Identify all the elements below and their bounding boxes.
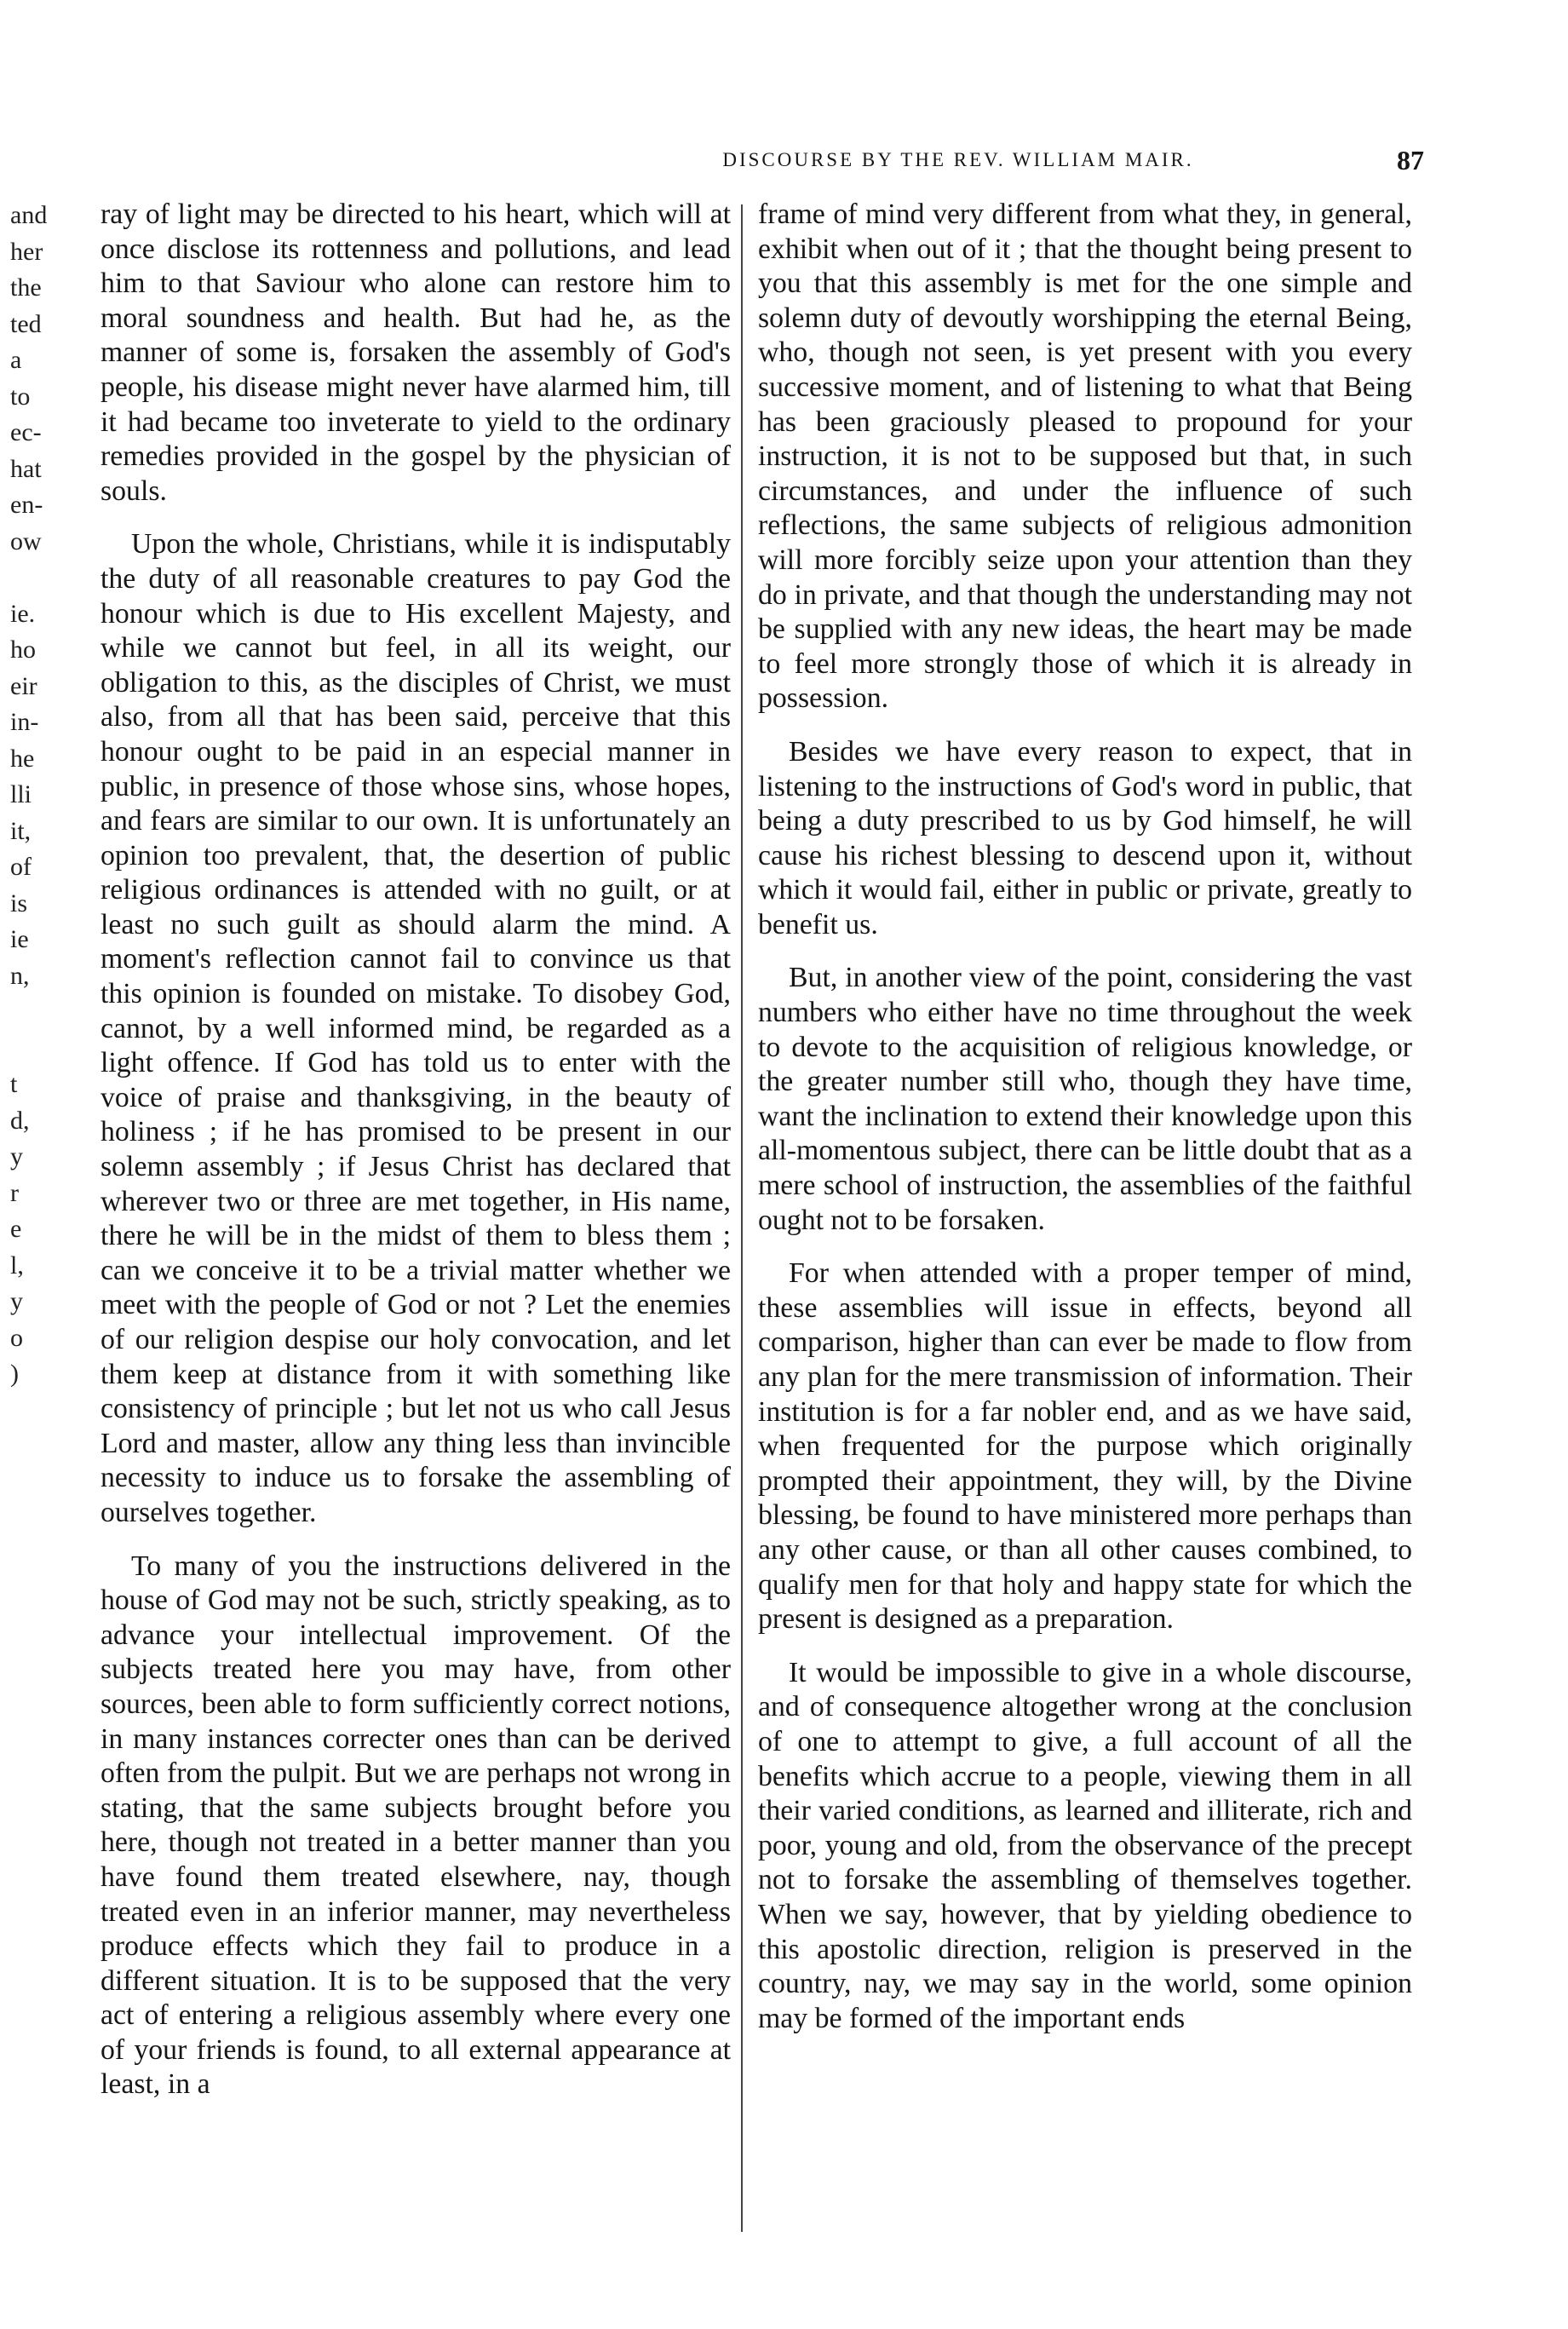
margin-fragment: e [10,1215,22,1243]
running-head: DISCOURSE BY THE REV. WILLIAM MAIR. [722,149,1194,170]
margin-fragment: and [10,201,48,229]
margin-fragment: hat [10,454,42,483]
margin-fragment: eir [10,671,37,700]
margin-fragment: ho [10,635,36,664]
margin-fragment: in- [10,708,39,736]
margin-fragment: to [10,382,31,411]
margin-fragment: her [10,237,43,266]
margin-fragment: it, [10,816,32,845]
margin-fragment: o [10,1323,23,1352]
right-paragraph-4: For when attended with a proper temper of mind, these assemblies will issue in effects, beyond all comparison, higher than can ever be made to flow from any plan for the mere transmission of information. Their institution is for a far nobler end, and as we have said, when frequented for the purpose which originally prompted their appointment, they will, by the Divine blessing, be found to have ministered more perhaps than any other cause, or than all other causes combined, to qualify men for that holy and happy state for which the present is designed as a preparation. [758,1257,1412,1636]
margin-fragment: ec- [10,418,42,446]
margin-fragment: d, [10,1106,30,1135]
left-paragraph-3: To many of you the instructions delivered in the house of God may not be such, strictly speaking, as to advance your intellectual improvement. Of the subjects treated here you may have, from other sources, been able to form sufficiently correct notions, in many instances correcter ones than can be derived often from the pulpit. But we are perhaps not wrong in stating, that the same subjects brought before you here, though not treated in a better manner than you have found them treated elsewhere, nay, though treated even in an inferior manner, may nevertheless produce effects which they fail to produce in a different situation. It is to be supposed that the very act of entering a religious assembly where every one of your friends is found, to all external appearance at least, in a [101,1550,731,2101]
column-divider [741,204,743,2232]
margin-fragment: r [10,1178,19,1207]
margin-fragment: y [10,1142,23,1170]
margin-fragment: the [10,273,42,302]
margin-fragment: ) [10,1360,19,1388]
margin-fragment: lli [10,780,32,808]
margin-fragment: he [10,744,35,773]
left-paragraph-1: ray of light may be directed to his heart, which will at once disclose its rottenness and pollutions, and lead him to that Saviour who alone can restore him to moral soundness and health. But had he, as the manner of some is, forsaken the assembly of God's people, his disease might never have alarmed him, till it had became too inveterate to yield to the ordinary remedies provided in the gospel by the physician of souls. [101,198,731,507]
margin-fragment [10,1031,78,1067]
right-paragraph-5: It would be impossible to give in a whole discourse, and of consequence altogether wrong at the conclusion of one to attempt to give, a full account of all the benefits which accrue to a people, viewing them in all their varied conditions, as learned and illiterate, rich and poor, young and old, from the observance of the precept not to forsake the assembling of themselves together. When we say, however, that by yielding obedience to this apostolic direction, religion is preserved in the country, nay, we may say in the world, some opinion may be formed of the important ends [758,1656,1412,2034]
right-paragraph-1: frame of mind very different from what they, in general, exhibit when out of it ; that the thought being present to you that this assembly is met for the one simple and solemn duty of devoutly worshipping the eternal Being, who, though not seen, is yet present with you every successive moment, and of listening to what that Being has been graciously pleased to propound for your instruction, it is not to be supposed but that, in such circumstances, and under the influence of such reflections, the same subjects of religious admonition will more forcibly seize upon your attention than they do in private, and that though the understanding may not be supplied with any new ideas, the heart may be made to feel more strongly those of which it is already in possession. [758,198,1412,715]
margin-fragment: en- [10,491,43,519]
left-column [101,198,731,2121]
left-margin-fragments [10,198,78,1393]
margin-fragment [10,560,78,596]
right-paragraph-3: But, in another view of the point, considering the vast numbers who either have no time throughout the week to devote to the acquisition of religious knowledge, or the greater number still who, though they have time, want the inclination to extend their knowledge upon this all-momentous subject, there can be little doubt that as a mere school of instruction, the assemblies of the faithful ought not to be forsaken. [758,962,1412,1236]
margin-fragment: y [10,1287,23,1315]
right-paragraph-2: Besides we have every reason to expect, that in listening to the instructions of God's word in public, that being a duty prescribed to us by God himself, he will cause his richest blessing to descend upon it, without which it would fail, either in public or private, greatly to benefit us. [758,735,1412,940]
margin-fragment: n, [10,961,30,990]
margin-fragment: l, [10,1251,24,1280]
right-column [758,198,1412,2055]
margin-fragment: ted [10,309,42,338]
margin-fragment: a [10,346,22,374]
margin-fragment: is [10,888,28,917]
margin-fragment [10,994,78,1031]
margin-fragment: t [10,1070,18,1098]
page-number: 87 [1397,145,1424,175]
margin-fragment: ow [10,526,42,555]
margin-fragment: ie. [10,599,36,628]
margin-fragment: of [10,853,32,881]
margin-fragment: ie [10,925,29,953]
left-paragraph-2: Upon the whole, Christians, while it is indisputably the duty of all reasonable creatures to pay God the honour which is due to His excellent Majesty, and while we cannot but feel, in all its weight, our obligation to this, as the disciples of Christ, we must also, from all that has been said, perceive that this honour ought to be paid in an especial manner in public, in presence of those whose sins, whose hopes, and fears are similar to our own. It is unfortunately an opinion too prevalent, that, the desertion of public religious ordinances is attended with no guilt, or at least no such guilt as should alarm the mind. A moment's reflection cannot fail to convince us that this opinion is founded on mistake. To disobey God, cannot, by a well informed mind, be regarded as a light offence. If God has told us to enter with the voice of praise and thanksgiving, in the beauty of holiness ; if he has promised to be present in our solemn assembly ; if Jesus Christ has declared that wherever two or three are met together, in His name, there he will be in the midst of them to bless them ; can we conceive it to be a trivial matter whether we meet with the people of God or not ? Let the enemies of our religion despise our holy convocation, and let them keep at distance from it with something like consistency of principle ; but let not us who call Jesus Lord and master, allow any thing less than invincible necessity to induce us to forsake the assembling of ourselves together. [101,528,731,1528]
